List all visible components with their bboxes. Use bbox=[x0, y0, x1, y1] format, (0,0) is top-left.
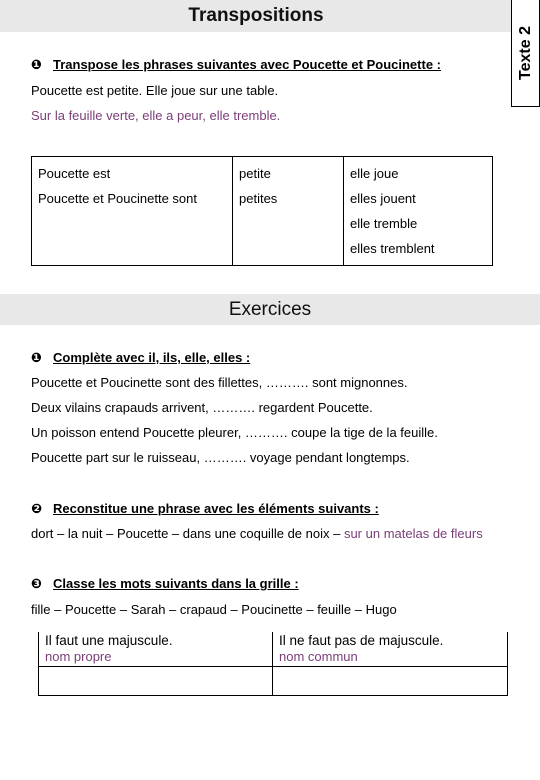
table-cell: elle tremble bbox=[350, 216, 418, 231]
page-title: Transpositions bbox=[0, 0, 512, 32]
grid-divider bbox=[272, 632, 273, 696]
side-tab bbox=[511, 0, 540, 107]
exercise-2-elements-highlight: sur un matelas de fleurs bbox=[343, 526, 483, 541]
table-cell: Poucette et Poucinette sont bbox=[38, 191, 197, 206]
exercise-2-elements-text: dort – la nuit – Poucette – dans une coquille de noix – bbox=[31, 526, 344, 541]
grid-left-sub: nom propre bbox=[45, 649, 112, 664]
table-cell: petites bbox=[239, 191, 278, 206]
exercise-1-line: Deux vilains crapauds arrivent, ………. regardent Poucette. bbox=[31, 400, 373, 415]
exercise-1-line: Un poisson entend Poucette pleurer, ………. coupe la tige de la feuille. bbox=[31, 425, 438, 440]
table-col-3 bbox=[344, 157, 493, 266]
exercise-1-instruction-text: Complète avec il, ils, elle, elles : bbox=[53, 350, 251, 365]
table-cell: petite bbox=[239, 166, 271, 181]
grid-bottom-line bbox=[38, 695, 508, 696]
exercices-title: Exercices bbox=[0, 294, 540, 325]
exercise-2-instruction-text: Reconstitue une phrase avec les éléments suivants : bbox=[53, 501, 379, 516]
sentence-2: Sur la feuille verte, elle a peur, elle tremble. bbox=[31, 108, 281, 123]
number-1-icon: ❶ bbox=[31, 350, 43, 365]
grid-left-border bbox=[38, 632, 39, 696]
grid-right-sub: nom commun bbox=[279, 649, 358, 664]
exercise-3-words: fille – Poucette – Sarah – crapaud – Poucinette – feuille – Hugo bbox=[31, 602, 397, 617]
exercise-1-line: Poucette part sur le ruisseau, ………. voyage pendant longtemps. bbox=[31, 450, 410, 465]
number-3-icon: ❸ bbox=[31, 576, 43, 591]
sentence-1: Poucette est petite. Elle joue sur une table. bbox=[31, 83, 279, 98]
exercise-2-instruction bbox=[31, 501, 379, 517]
grid-left-header: Il faut une majuscule. bbox=[45, 633, 173, 648]
exercise-1-instruction bbox=[31, 350, 250, 366]
number-1-icon: ❶ bbox=[31, 57, 43, 72]
exercise-3-instruction bbox=[31, 576, 299, 592]
table-cell: Poucette est bbox=[38, 166, 111, 181]
grid-right-border bbox=[507, 632, 508, 696]
exercise-3-instruction-text: Classe les mots suivants dans la grille : bbox=[53, 576, 299, 591]
transposition-instruction-text: Transpose les phrases suivantes avec Poucette et Poucinette : bbox=[53, 57, 441, 72]
transposition-table bbox=[31, 156, 493, 266]
table-col-1 bbox=[32, 157, 233, 266]
table-cell: elles jouent bbox=[350, 191, 416, 206]
number-2-icon: ❷ bbox=[31, 501, 43, 516]
grid-right-column bbox=[279, 632, 443, 665]
grid-header-line bbox=[38, 666, 508, 667]
table-cell: elle joue bbox=[350, 166, 399, 181]
side-tab-label: Texte 2 bbox=[516, 26, 534, 80]
exercise-1-line: Poucette et Poucinette sont des fillettes, ………. sont mignonnes. bbox=[31, 375, 408, 390]
transposition-instruction bbox=[31, 57, 441, 73]
table-cell: elles tremblent bbox=[350, 241, 435, 256]
table-col-2 bbox=[233, 157, 344, 266]
exercise-2-elements bbox=[31, 526, 483, 541]
grid-left-column bbox=[45, 632, 173, 665]
grid-right-header: Il ne faut pas de majuscule. bbox=[279, 633, 444, 648]
classification-grid bbox=[38, 632, 508, 696]
